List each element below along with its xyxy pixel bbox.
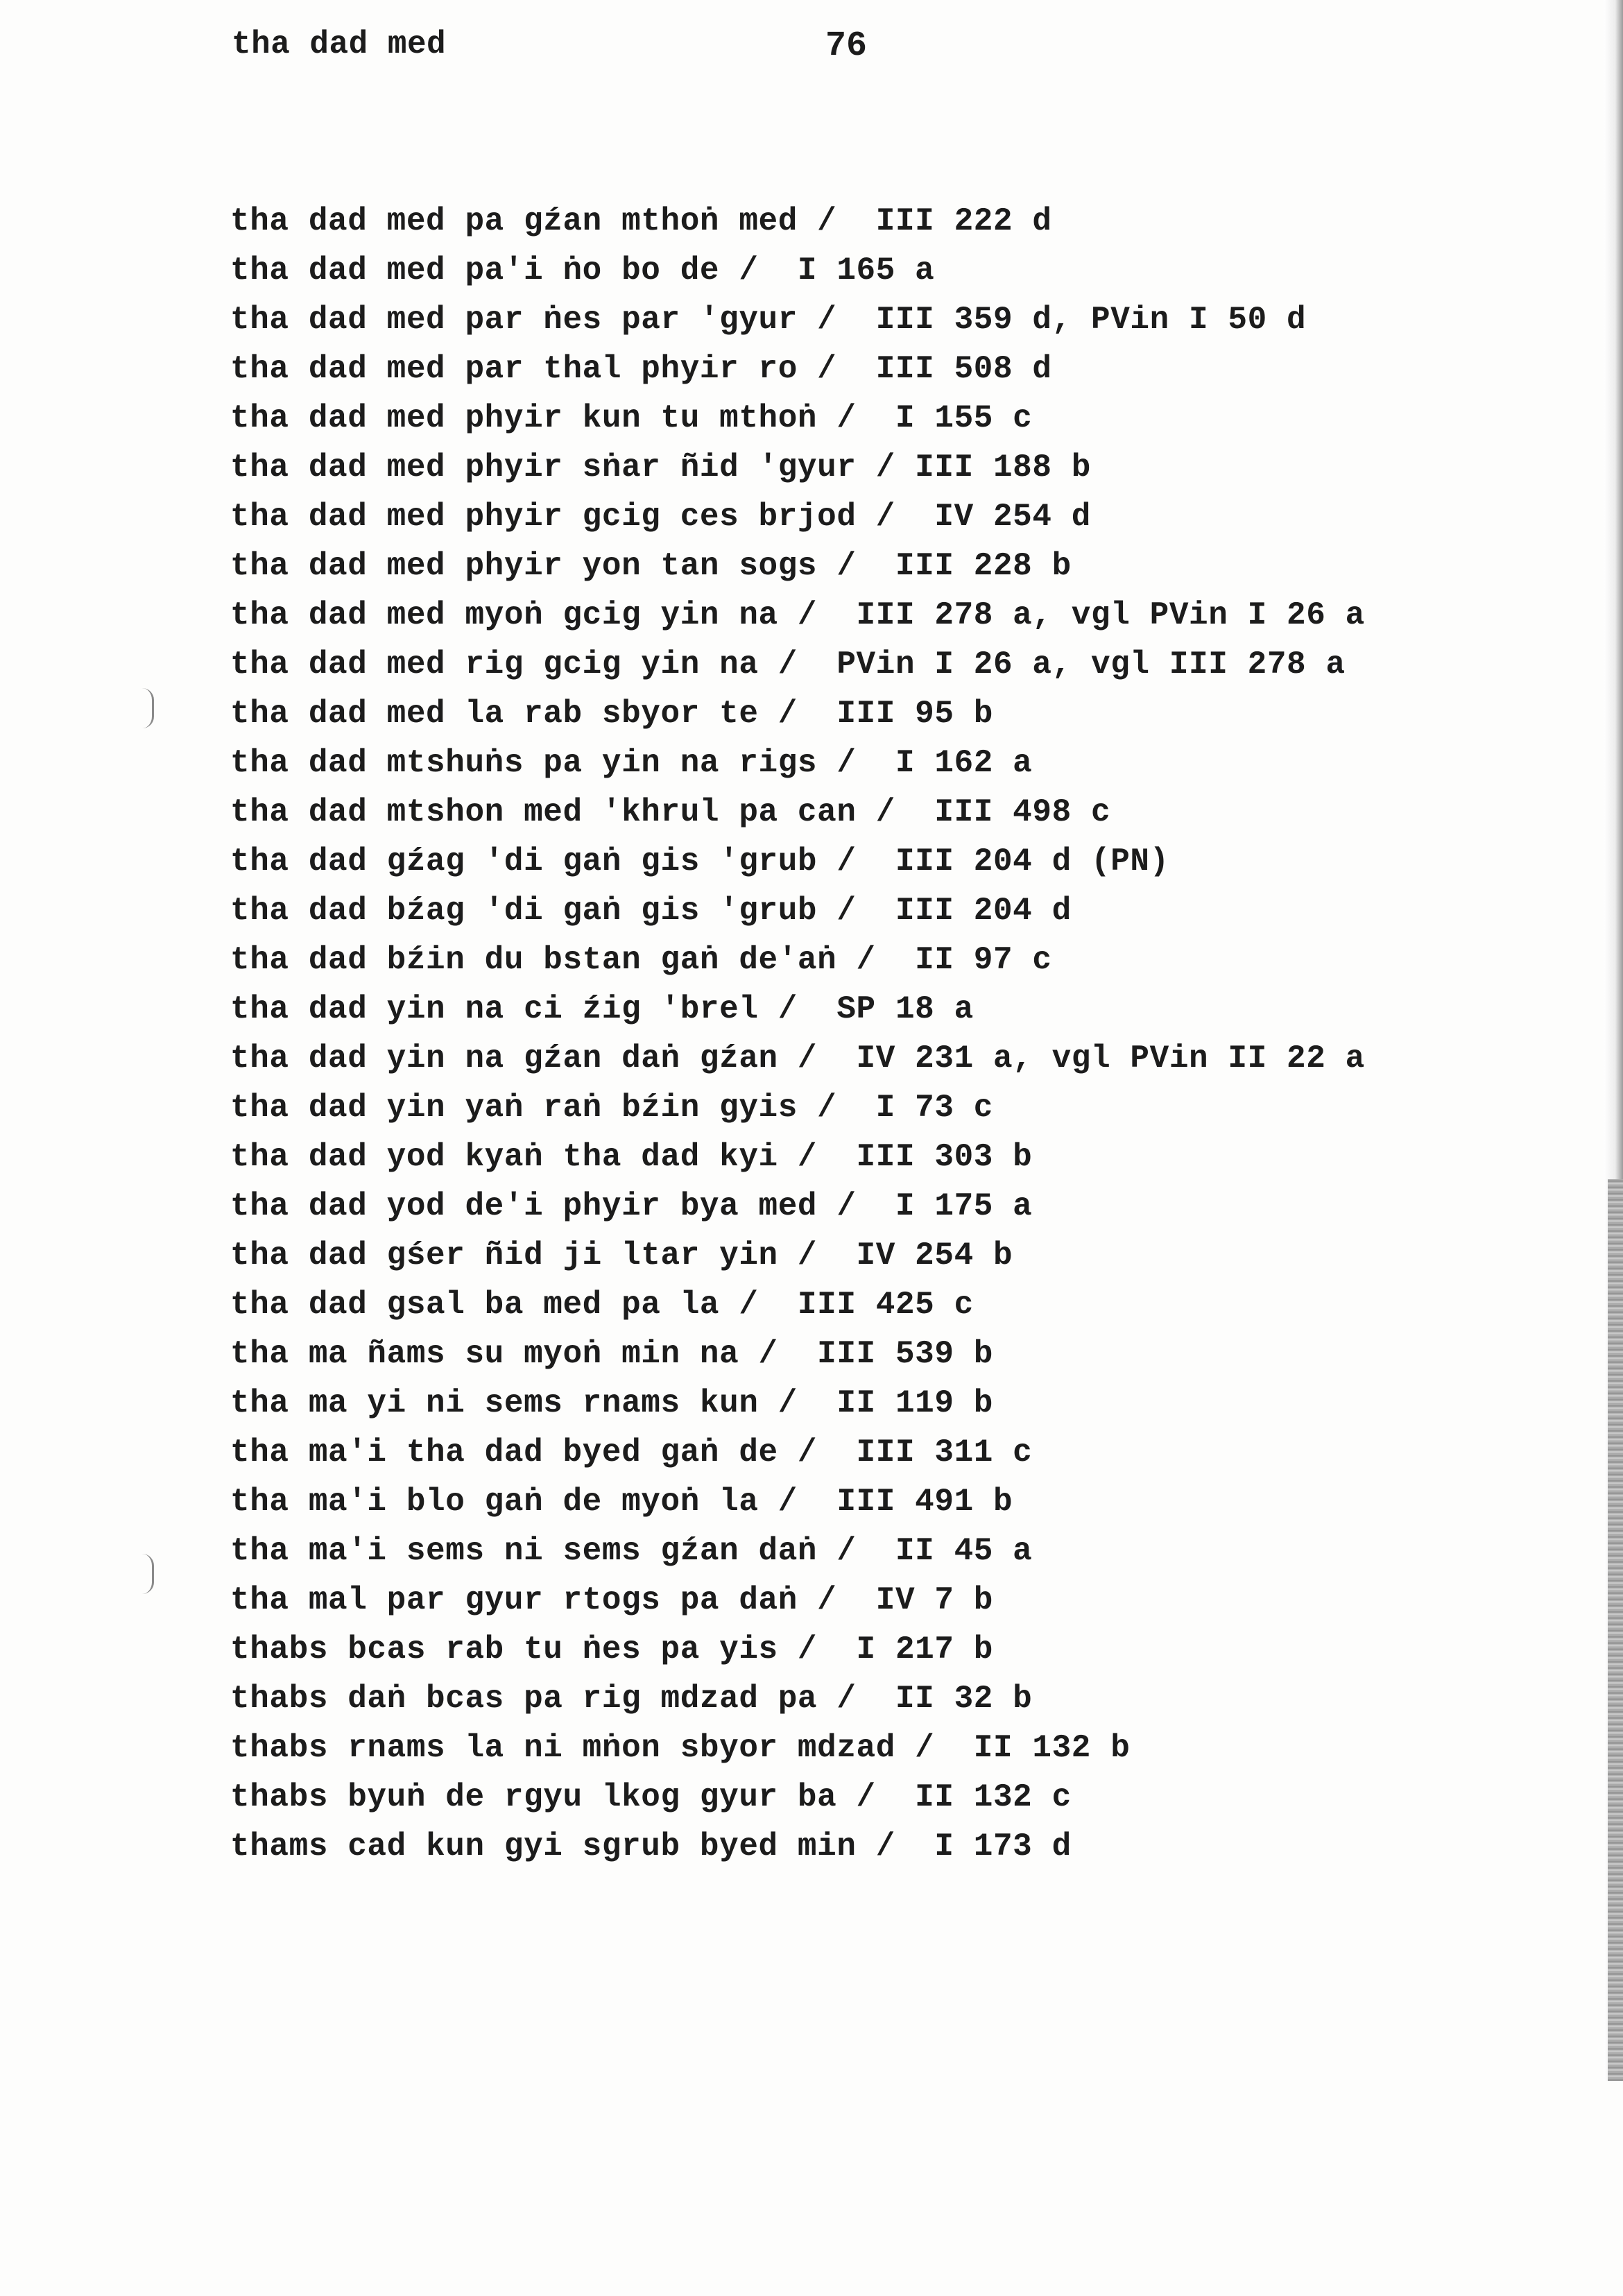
index-entry: tha dad yin yaṅ raṅ bźin gyis / I 73 c xyxy=(230,1090,993,1126)
index-entry: thabs rnams la ni mṅon sbyor mdzad / II 132 b xyxy=(230,1730,1131,1766)
index-entry: tha dad mtshon med 'khrul pa can / III 498 c xyxy=(230,794,1111,830)
index-entry: tha ma'i tha dad byed gaṅ de / III 311 c xyxy=(230,1434,1033,1471)
margin-bracket-mark xyxy=(142,688,154,728)
index-entry: tha dad bźag 'di gaṅ gis 'grub / III 204 d xyxy=(230,893,1072,929)
index-entry: tha dad gśer ñid ji ltar yin / IV 254 b xyxy=(230,1237,1013,1274)
index-entry: tha dad yod de'i phyir bya med / I 175 a xyxy=(230,1188,1033,1224)
index-entry: tha dad med phyir kun tu mthoṅ / I 155 c xyxy=(230,400,1033,436)
index-entry: tha dad yod kyaṅ tha dad kyi / III 303 b xyxy=(230,1139,1033,1175)
index-entry: tha dad med par thal phyir ro / III 508 d xyxy=(230,351,1052,387)
index-entry: tha dad mtshuṅs pa yin na rigs / I 162 a xyxy=(230,745,1033,781)
index-entry: tha mal par gyur rtogs pa daṅ / IV 7 b xyxy=(230,1582,993,1618)
index-entry: tha dad med pa gźan mthoṅ med / III 222 d xyxy=(230,203,1052,239)
index-entry: tha dad yin na gźan daṅ gźan / IV 231 a, vgl PVin II 22 a xyxy=(230,1040,1365,1077)
index-entry: tha ma'i blo gaṅ de myoṅ la / III 491 b xyxy=(230,1484,1013,1520)
index-entry: tha dad med phyir gcig ces brjod / IV 254 d xyxy=(230,499,1091,535)
index-entry: thabs daṅ bcas pa rig mdzad pa / II 32 b xyxy=(230,1681,1033,1717)
index-entry: tha dad bźin du bstan gaṅ de'aṅ / II 97 c xyxy=(230,942,1052,978)
index-entry: tha dad med la rab sbyor te / III 95 b xyxy=(230,696,993,732)
running-head: tha dad med xyxy=(232,26,447,62)
index-entry: thabs byuṅ de rgyu lkog gyur ba / II 132 c xyxy=(230,1779,1072,1815)
index-entry-list xyxy=(230,197,1365,1871)
index-entry: tha dad med pa'i ṅo bo de / I 165 a xyxy=(230,252,935,289)
scan-edge-binding xyxy=(1608,1179,1623,2081)
index-entry: tha dad med par ṅes par 'gyur / III 359 d, PVin I 50 d xyxy=(230,302,1307,338)
page-number: 76 xyxy=(825,26,868,66)
index-entry: tha ma yi ni sems rnams kun / II 119 b xyxy=(230,1385,993,1421)
margin-bracket-mark xyxy=(142,1554,154,1594)
index-entry: tha dad med rig gcig yin na / PVin I 26 a, vgl III 278 a xyxy=(230,646,1346,683)
index-entry: tha dad med phyir sṅar ñid 'gyur / III 188 b xyxy=(230,449,1091,486)
index-entry: tha dad gźag 'di gaṅ gis 'grub / III 204 d (PN) xyxy=(230,843,1169,880)
index-entry: tha ma'i sems ni sems gźan daṅ / II 45 a xyxy=(230,1533,1033,1569)
index-entry: tha dad med myoṅ gcig yin na / III 278 a, vgl PVin I 26 a xyxy=(230,597,1365,633)
index-entry: tha ma ñams su myoṅ min na / III 539 b xyxy=(230,1336,993,1372)
index-entry: thams cad kun gyi sgrub byed min / I 173 d xyxy=(230,1828,1072,1865)
index-entry: tha dad gsal ba med pa la / III 425 c xyxy=(230,1287,974,1323)
index-entry: tha dad yin na ci źig 'brel / SP 18 a xyxy=(230,991,974,1027)
index-entry: thabs bcas rab tu ṅes pa yis / I 217 b xyxy=(230,1631,993,1668)
index-entry: tha dad med phyir yon tan sogs / III 228 b xyxy=(230,548,1072,584)
